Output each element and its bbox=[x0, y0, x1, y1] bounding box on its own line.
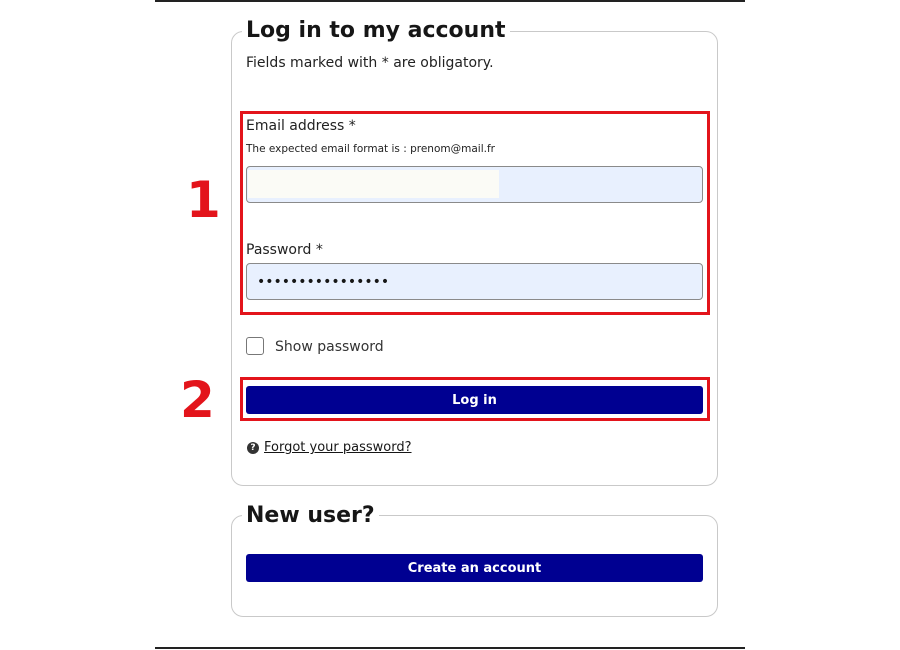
new-user-title: New user? bbox=[242, 503, 379, 528]
create-account-button[interactable]: Create an account bbox=[246, 554, 703, 582]
password-label: Password * bbox=[246, 242, 323, 258]
email-format-hint: The expected email format is : prenom@mail.fr bbox=[246, 143, 495, 155]
obligatory-hint: Fields marked with * are obligatory. bbox=[246, 55, 494, 71]
annotation-number-1: 1 bbox=[186, 171, 221, 229]
top-border bbox=[155, 0, 745, 2]
email-label: Email address * bbox=[246, 118, 356, 134]
show-password-checkbox[interactable] bbox=[246, 337, 264, 355]
annotation-number-2: 2 bbox=[180, 371, 215, 429]
login-title: Log in to my account bbox=[242, 18, 510, 43]
annotation-box-login bbox=[240, 377, 710, 421]
login-button[interactable]: Log in bbox=[246, 386, 703, 414]
question-circle-icon: ? bbox=[247, 442, 259, 454]
bottom-border bbox=[155, 647, 745, 649]
annotation-box-credentials bbox=[240, 111, 710, 315]
show-password-label[interactable]: Show password bbox=[275, 339, 384, 355]
forgot-password-link[interactable]: Forgot your password? bbox=[264, 440, 412, 455]
